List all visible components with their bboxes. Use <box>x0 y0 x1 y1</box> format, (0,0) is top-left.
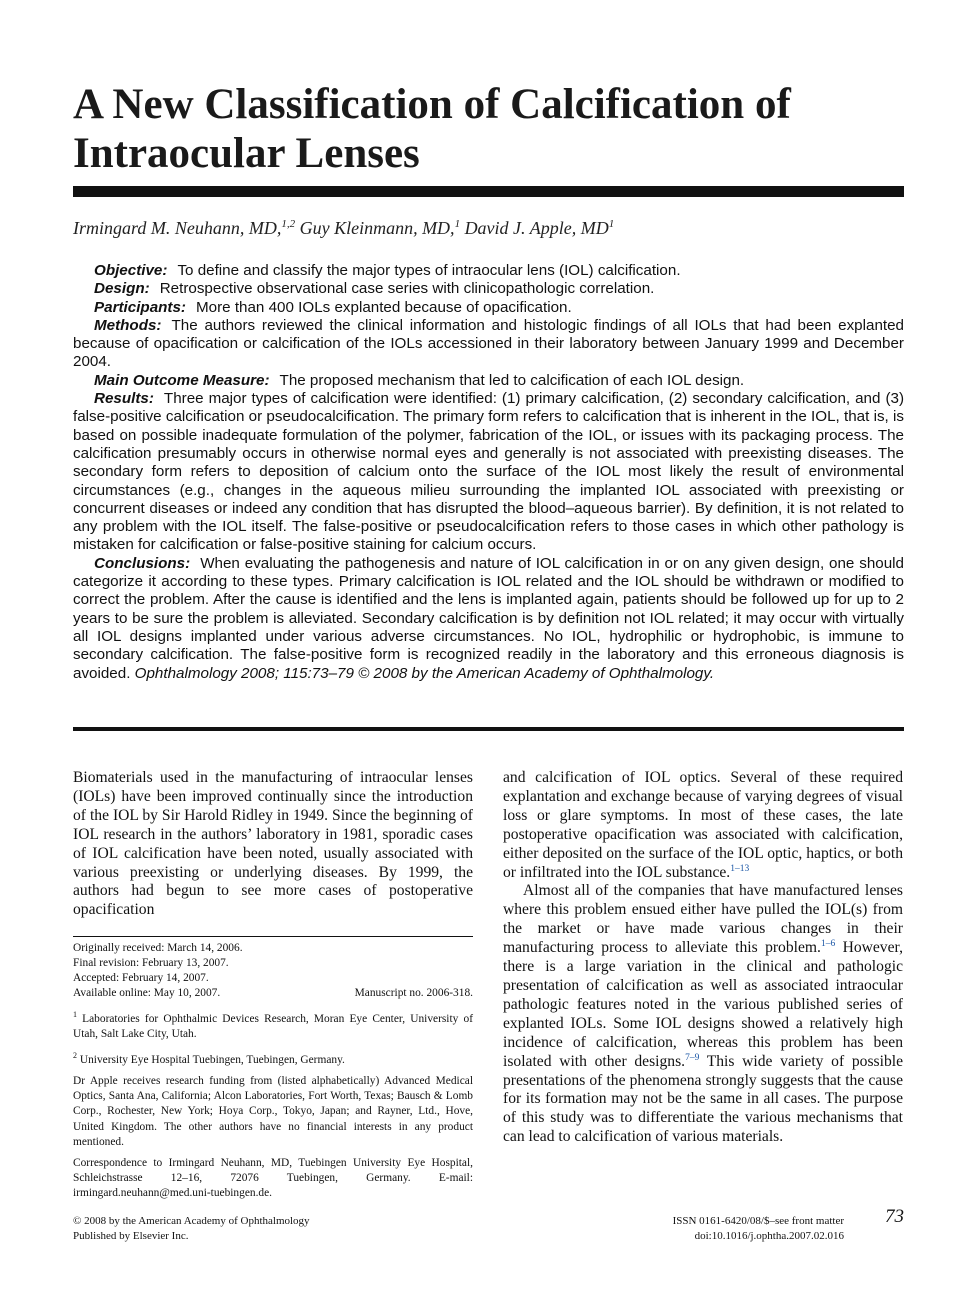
body-text: However, there is a large variation in the clinical and pathologic presentation of calcification as well as associated intraocular pathologic features noted in the various published series of explanted IOLs. Some IOL designs showed a relatively high incidence of calcification, whereas this problem has been isolated with other designs. <box>503 939 903 1070</box>
author-line <box>73 218 614 239</box>
abstract <box>73 262 904 683</box>
reference-link[interactable]: 1–13 <box>730 863 750 874</box>
abstract-label: Results: <box>94 390 154 408</box>
online-date: Available online: May 10, 2007. <box>73 987 221 1000</box>
body-paragraph <box>503 882 903 1147</box>
author-name: Guy Kleinmann, MD, <box>299 218 455 238</box>
body-paragraph: Biomaterials used in the manufacturing of intraocular lenses (IOLs) have been improved continually since the introduction of the IOL by Sir Harold Ridley in 1949. Since the beginning of IOL research in the authors’ laboratory in 1981, sporadic cases of IOL calcification have been noted, usually associated with various preexisting or underlying diseases. By 1999, the authors had begun to see more cases of postoperative opacification <box>73 769 473 919</box>
author-name: Irmingard M. Neuhann, MD, <box>73 218 282 238</box>
footer-left <box>73 1214 310 1244</box>
abstract-text: The authors reviewed the clinical information and histologic findings of all IOLs that had been explanted because of opacification or calcification of the IOLs accessioned in their laboratory between January 1999 and December 2004. <box>73 316 904 371</box>
issn-line: ISSN 0161-6420/08/$–see front matter <box>672 1215 844 1227</box>
abstract-label: Conclusions: <box>94 554 191 572</box>
abstract-design <box>73 280 904 298</box>
footer-right <box>620 1214 844 1244</box>
abstract-main-outcome <box>73 372 904 390</box>
abstract-text: Three major types of calcification were identified: (1) primary calcification, (2) secondary calcification, and (3) false-positive calcification or pseudocalcification. The primary form refers to calcification that is inherent in the IOL, that is, is based on possible inadequate formulation of the polymer, fabrication of the IOL, or issues with its packaging process. The calcification presumably occurs in otherwise normal eyes and generally is not associated with preexisting diseases. The secondary form refers to deposition of calcium onto the surface of the IOL most likely the result of environmental circumstances (e.g., changes in the aqueous milieu surrounding the implanted IOL associated with preexisting or concurrent diseases or indeed any condition that has disrupted the blood–aqueous barrier). By definition, it is not related to any problem with the IOL itself. The false-positive or pseudocalcification refers to those cases in which other pathology is mistaken for calcification or false-positive staining for calcium occurs. <box>73 390 904 554</box>
abstract-label: Main Outcome Measure: <box>94 371 270 389</box>
author-affiliation: 1 <box>454 218 461 230</box>
reference-link[interactable]: 7–9 <box>685 1052 700 1063</box>
abstract-objective <box>73 262 904 280</box>
online-row <box>73 986 473 1001</box>
abstract-text: To define and classify the major types of intraocular lens (IOL) calcification. <box>177 262 681 279</box>
abstract-participants <box>73 299 904 317</box>
received-date: Originally received: March 14, 2006. <box>73 942 243 954</box>
affiliation-text: Laboratories for Ophthalmic Devices Research, Moran Eye Center, University of Utah, Salt Lake City, Utah. <box>73 1013 473 1041</box>
correspondence-note: Correspondence to Irmingard Neuhann, MD, Tuebingen University Eye Hospital, Schleichstrasse 12–16, 72076 Tuebingen, Germany. E-mail: irmingard.neuhann@med.uni-tuebingen.de. <box>73 1156 473 1199</box>
body-column-right <box>503 769 903 1147</box>
affiliation-2 <box>73 1048 473 1068</box>
abstract-text: When evaluating the pathogenesis and nature of IOL calcification in or on any given design, one should categorize it according to these types. Primary calcification is IOL related and the IOL should be withdrawn or modified to correct the problem. After the cause is identified and the lens is implanted again, patients should be followed up for up to 2 years to be sure the problem is alleviated. Secondary calcification is by definition not IOL related; it may occur with virtually all IOL designs implanted under various adverse circumstances. No IOL, hydrophilic or hydrophobic, is immune to secondary calcification. The false-positive form is recognized readily in the laboratory and this erroneous diagnosis is avoided. <box>73 554 904 682</box>
abstract-conclusions <box>73 555 904 683</box>
abstract-rule <box>73 727 904 731</box>
author-affiliation: 1 <box>608 218 615 230</box>
title-rule <box>73 186 904 197</box>
body-column-left <box>73 769 473 920</box>
abstract-citation: Ophthalmology 2008; 115:73–79 © 2008 by the American Academy of Ophthalmology. <box>134 664 715 682</box>
author-name: David J. Apple, MD <box>464 218 609 238</box>
affiliation-mark: 2 <box>73 1051 77 1061</box>
affiliation-text: University Eye Hospital Tuebingen, Tuebingen, Germany. <box>79 1054 345 1067</box>
abstract-methods <box>73 317 904 372</box>
affiliation-mark: 1 <box>73 1010 77 1020</box>
body-text: This wide variety of possible presentations of the phenomena strongly suggests that the cause for its formation may not be the same in all cases. The purpose of this study was to differentiate the various mechanisms that can lead to calcification of various materials. <box>503 1052 903 1146</box>
abstract-results <box>73 390 904 555</box>
footnotes <box>73 941 473 1207</box>
abstract-label: Methods: <box>94 316 162 334</box>
abstract-text: More than 400 IOLs explanted because of opacification. <box>196 298 572 316</box>
revision-date: Final revision: February 13, 2007. <box>73 957 229 970</box>
footnote-rule <box>73 936 473 937</box>
accepted-date: Accepted: February 14, 2007. <box>73 972 209 985</box>
abstract-label: Objective: <box>94 262 168 279</box>
body-text: and calcification of IOL optics. Several of these required explantation and exchange because of varying degrees of visual loss or glare symptoms. In most of these cases, the late postoperative opacification was associated with calcification, either deposited on the surface of the IOL optic, haptics, or both or infiltrated into the IOL substance. <box>503 769 903 881</box>
manuscript-number: Manuscript no. 2006-318. <box>354 987 473 1000</box>
abstract-label: Design: <box>94 280 150 298</box>
reference-link[interactable]: 1–6 <box>820 938 836 949</box>
doi-line: doi:10.1016/j.ophtha.2007.02.016 <box>694 1230 844 1242</box>
body-paragraph <box>503 769 903 882</box>
page-number: 73 <box>885 1206 904 1227</box>
publisher-line: Published by Elsevier Inc. <box>73 1230 189 1242</box>
funding-note: Dr Apple receives research funding from (listed alphabetically) Advanced Medical Optics, Santa Ana, California; Alcon Laboratories, Fort Worth, Texas; Bausch & Lomb Corp., Rochester, New York; Hoya Corp., Tokyo, Japan; and Rayner, Ltd., Hove, United Kingdom. The other authors have no financial interests in any product mentioned. <box>73 1075 473 1148</box>
abstract-text: Retrospective observational case series with clinicopathologic correlation. <box>159 280 655 298</box>
abstract-label: Participants: <box>94 298 186 316</box>
body-text: Almost all of the companies that have manufactured lenses where this problem ensued either have pulled the IOL(s) from the market or have made various changes in their manufacturing process to alleviate this problem. <box>503 882 903 957</box>
copyright-line: © 2008 by the American Academy of Ophthalmology <box>73 1215 310 1227</box>
article-title: A New Classification of Calcification of Intraocular Lenses <box>73 81 791 177</box>
abstract-text: The proposed mechanism that led to calcification of each IOL design. <box>279 371 745 389</box>
affiliation-1 <box>73 1007 473 1042</box>
author-affiliation: 1,2 <box>281 218 296 230</box>
